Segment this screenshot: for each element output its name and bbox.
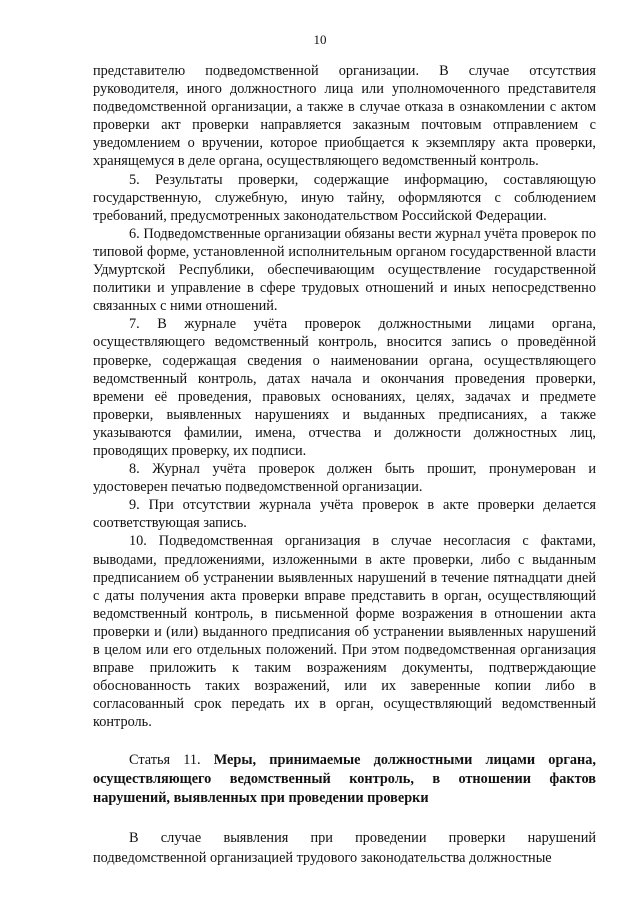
paragraph-item-9: 9. При отсутствии журнала учёта проверок в акте проверки делается соответствующая запись. bbox=[93, 497, 596, 532]
document-body bbox=[93, 62, 596, 883]
paragraph-item-8: 8. Журнал учёта проверок должен быть прошит, пронумерован и удостоверен печатью подведомственной организации. bbox=[93, 461, 596, 496]
paragraph-item-5: 5. Результаты проверки, содержащие информацию, составляющую государственную, служебную, иную тайну, оформляются с соблюдением требований, предусмотренных законодательством Российской Федерации. bbox=[93, 171, 596, 224]
paragraph-continuation: представителю подведомственной организации. В случае отсутствия руководителя, иного должностного лица или уполномоченного представителя подведомственной организации, а также в случае отказа в ознакомлении с актом проверки акт проверки направляется заказным почтовым отправлением с уведомлением о вручении, которое приобщается к экземпляру акта проверки, хранящемуся в деле органа, осуществляющего ведомственный контроль. bbox=[93, 63, 596, 170]
article-number: Статья 11. bbox=[129, 752, 201, 769]
paragraph-closing: В случае выявления при проведении проверки нарушений подведомственной организацией трудового законодательства должностные bbox=[93, 830, 596, 867]
article-heading bbox=[93, 751, 596, 808]
article-title: Меры, принимаемые должностными лицами органа, осуществляющего ведомственный контроль, в отношении фактов нарушений, выявленных при проведении проверки bbox=[93, 752, 597, 807]
paragraph-item-6: 6. Подведомственные организации обязаны вести журнал учёта проверок по типовой форме, установленной исполнительным органом государственной власти Удмуртской Республики, обеспечивающим осуществление государственной политики и управление в сфере трудовых отношений и иных непосредственно связанных с ними отношений. bbox=[93, 225, 596, 315]
paragraph-item-10: 10. Подведомственная организация в случае несогласия с фактами, выводами, предложениями, изложенными в акте проверки, либо с выданным предписанием об устранении выявленных нарушений в течение пятнадцати дней с даты получения акта проверки вправе представить в орган, осуществляющий ведомственный контроль, в письменной форме возражения в отношении акта проверки и (или) выданного предписания об устранении выявленных нарушений в целом или его отдельных положений. При этом подведомственная организация вправе приложить к таким возражениям документы, подтверждающие обоснованность таких возражений, или их заверенные копии либо в согласованный срок передать их в орган, осуществляющий ведомственный контроль. bbox=[93, 533, 596, 731]
paragraph-item-7: 7. В журнале учёта проверок должностными лицами органа, осуществляющего ведомственный контроль, вносится запись о проведённой проверке, содержащая сведения о наименовании органа, осуществляющего ведомственный контроль, датах начала и окончания проведения проверки, времени её проведения, правовых основаниях, целях, задачах и предмете проверки, выявленных нарушениях и выданных предписаниях, а также указываются фамилии, имена, отчества и должности должностных лиц, проводящих проверку, их подписи. bbox=[93, 316, 596, 459]
page-number: 10 bbox=[313, 32, 327, 47]
